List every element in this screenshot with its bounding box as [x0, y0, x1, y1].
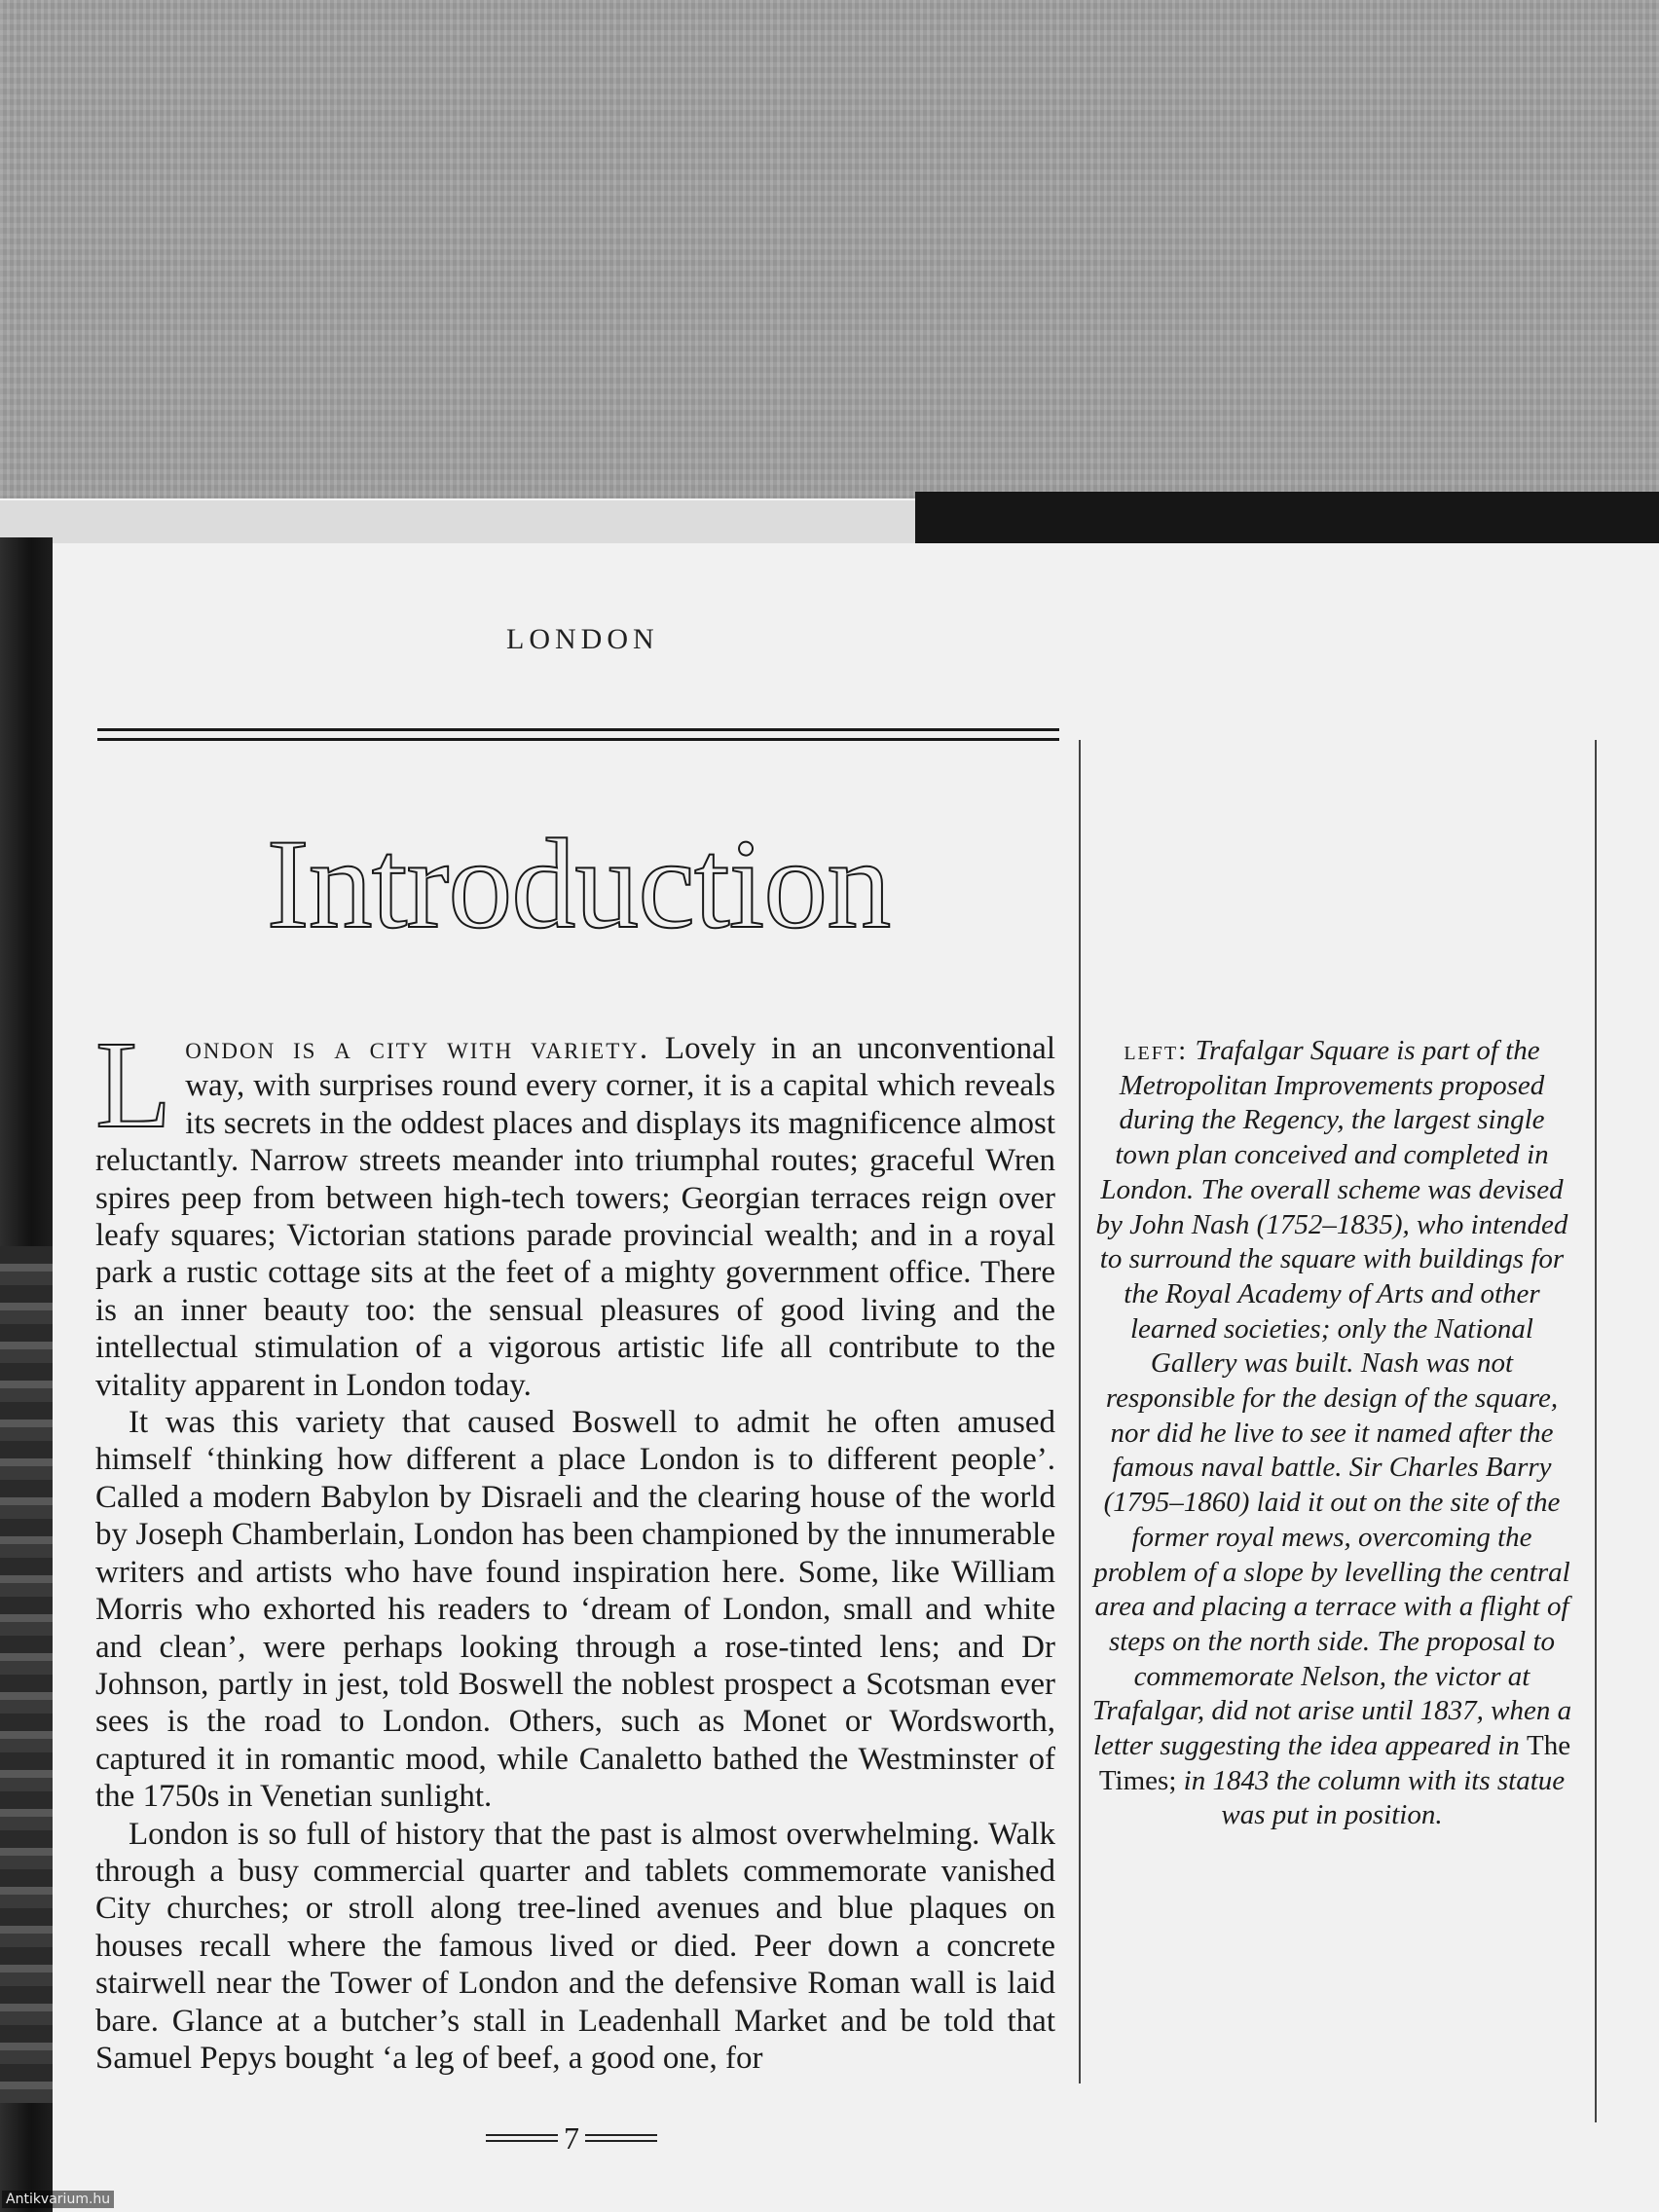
- column-divider-left: [1079, 740, 1081, 2083]
- caption-lead: left:: [1124, 1035, 1189, 1066]
- page-folio: [479, 2119, 664, 2157]
- drop-cap: L: [95, 1015, 172, 1154]
- running-head: LONDON: [506, 623, 659, 655]
- header-double-rule: [97, 728, 1059, 741]
- paragraph-1: [95, 1015, 1055, 1404]
- page-title: Introduction: [266, 812, 891, 955]
- lead-in-smallcaps: ondon is a city with variety.: [185, 1031, 650, 1066]
- underlying-sheet: [0, 498, 935, 545]
- main-body-text: [95, 1015, 1055, 2077]
- paragraph-1-text: Lovely in an unconventional way, with surprises round every corner, it is a capital which reveals its secrets in the oddest places and displays its magnificence almost reluctantly. Narrow streets meander into triumphal routes; graceful Wren spires peep from between high-tech towers; Georgian terraces reign over leafy squares; Victorian stations parade provincial wealth; and in a royal park a rustic cottage sits at the feet of a mighty government office. There is an inner beauty too: the sensual pleasures of good living and the intellectual stimulation of a vigorous artistic life all contribute to the vitality apparent in London today.: [95, 1031, 1055, 1403]
- column-divider-right: [1595, 740, 1597, 2122]
- caption-text-2: in 1843 the column with its statue was put in position.: [1176, 1764, 1566, 1831]
- caption-text-1: Trafalgar Square is part of the Metropolitan Improvements proposed during the Regency, the largest single town plan conceived and completed in London. The overall scheme was devised by John Nash (1752–1835), who intended to surround the square with buildings for the Royal Academy of Arts and other learned societies; only the National Gallery was built. Nash was not responsible for the design of the square, nor did he live to see it named after the famous naval battle. Sir Charles Barry (1795–1860) laid it out on the site of the former royal mews, overcoming the problem of a slope by levelling the central area and placing a terrace with a flight of steps on the north side. The proposal to commemorate Nelson, the victor at Trafalgar, did not arise until 1837, when a letter suggesting the idea appeared in: [1091, 1035, 1572, 1762]
- table-surface: [0, 0, 1659, 506]
- dark-book-edge: [915, 492, 1659, 550]
- facing-page-photo: [0, 1246, 53, 2103]
- page-number: 7: [564, 2120, 579, 2156]
- paragraph-3: London is so full of history that the past is almost overwhelming. Walk through a busy commercial quarter and tablets commemorate vanished City churches; or stroll along tree-lined avenues and blue plaques on houses recall where the famous lived or died. Peer down a concrete stairwell near the Tower of London and the defensive Roman wall is laid bare. Glance at a butcher’s stall in Leadenhall Market and be told that Samuel Pepys bought ‘a leg of beef, a good one, for: [95, 1816, 1055, 2076]
- paragraph-2: It was this variety that caused Boswell to admit he often amused himself ‘thinking how different a place London is to different people’. Called a modern Babylon by Disraeli and the clearing house of the world by Joseph Chamberlain, London has been championed by the innumerable writers and artists who have found inspiration here. Some, like William Morris who exhorted his readers to ‘dream of London, small and white and clean’, were perhaps looking through a rose-tinted lens; and Dr Johnson, partly in jest, told Boswell the noblest prospect a Scotsman ever sees is the road to London. Others, such as Monet or Wordsworth, captured it in romantic mood, while Canaletto bathed the Westminster of the 1750s in Venetian sunlight.: [95, 1405, 1055, 1815]
- caption-newspaper-name: The Times;: [1098, 1730, 1571, 1796]
- watermark: Antikvarium.hu: [2, 2191, 114, 2208]
- folio-rule-left: [486, 2134, 558, 2142]
- photo-caption: [1088, 1034, 1575, 1833]
- folio-rule-right: [585, 2134, 657, 2142]
